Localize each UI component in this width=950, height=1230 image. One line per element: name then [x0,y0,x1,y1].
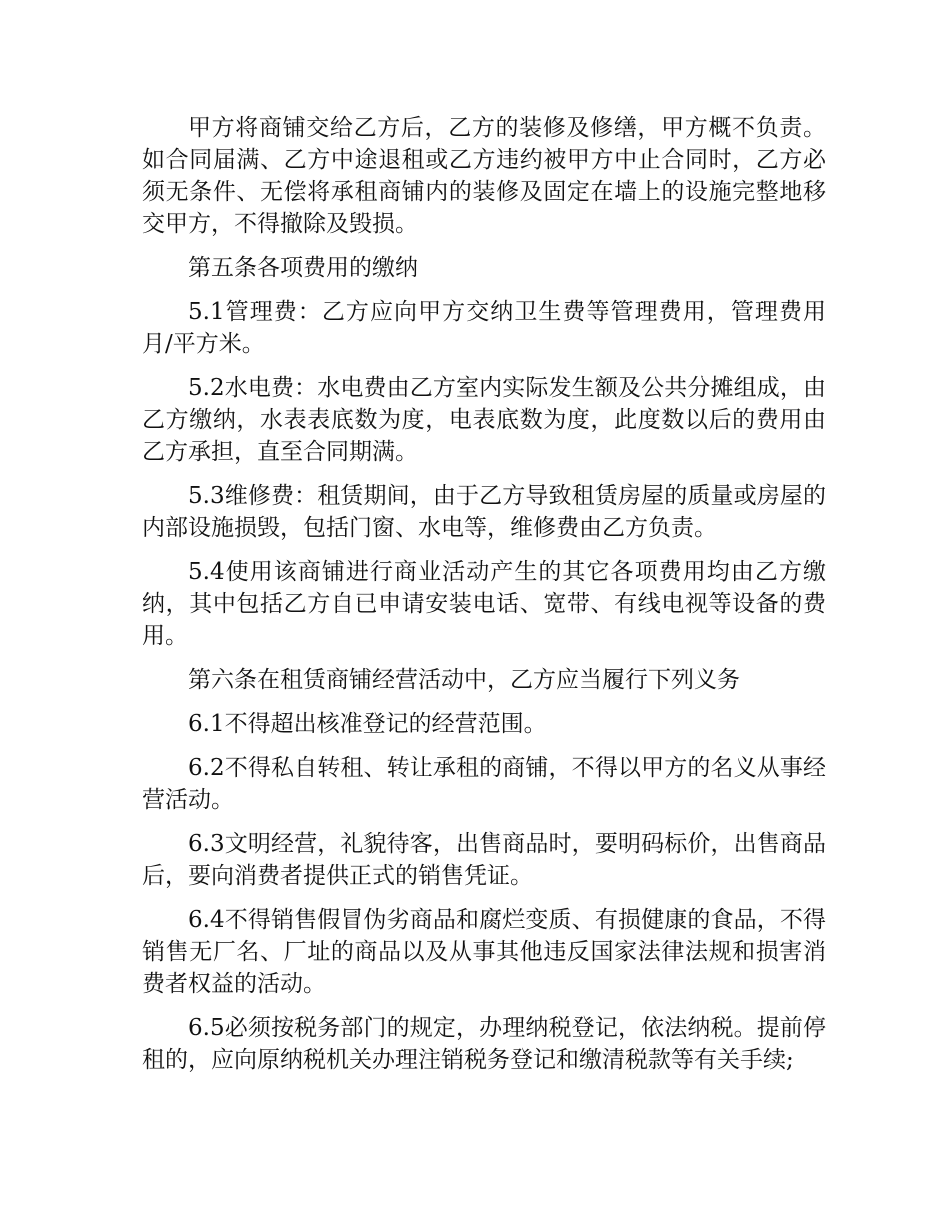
paragraph-decoration-handover: 甲方将商铺交给乙方后，乙方的装修及修缮，甲方概不负责。如合同届满、乙方中途退租或乙方违约被甲方中止合同时，乙方必须无条件、无偿将承租商铺内的装修及固定在墙上的设施完整地移交甲方，不得撤除及毁损。 [142,115,826,237]
clause-6-1-business-scope: 6.1不得超出核准登记的经营范围。 [188,711,547,737]
clause-6-4-no-counterfeit: 6.4不得销售假冒伪劣商品和腐烂变质、有损健康的食品，不得销售无厂名、厂址的商品以及从事其他违反国家法律法规和损害消费者权益的活动。 [142,907,826,997]
clause-6-3-civil-business: 6.3文明经营，礼貌待客，出售商品时，要明码标价，出售商品后，要向消费者提供正式的销售凭证。 [142,831,826,889]
clause-6-2-no-sublease: 6.2不得私自转租、转让承租的商铺，不得以甲方的名义从事经营活动。 [142,755,826,813]
clause-6-5-tax-registration: 6.5必须按税务部门的规定，办理纳税登记，依法纳税。提前停租的，应向原纳税机关办理注销税务登记和缴清税款等有关手续; [142,1015,826,1073]
document-page [142,112,826,1088]
clause-5-3-maintenance-fee: 5.3维修费：租赁期间，由于乙方导致租赁房屋的质量或房屋的内部设施损毁，包括门窗、水电等，维修费由乙方负责。 [142,483,826,541]
clause-5-1-management-fee: 5.1管理费：乙方应向甲方交纳卫生费等管理费用，管理费用月/平方米。 [142,299,826,357]
section-heading-article-5: 第五条各项费用的缴纳 [188,255,418,281]
clause-5-2-utilities-fee: 5.2水电费：水电费由乙方室内实际发生额及公共分摊组成，由乙方缴纳，水表表底数为度，电表底数为度，此度数以后的费用由乙方承担，直至合同期满。 [142,375,826,465]
clause-5-4-other-fees: 5.4使用该商铺进行商业活动产生的其它各项费用均由乙方缴纳，其中包括乙方自已申请安装电话、宽带、有线电视等设备的费用。 [142,559,826,649]
section-heading-article-6: 第六条在租赁商铺经营活动中，乙方应当履行下列义务 [188,667,740,693]
